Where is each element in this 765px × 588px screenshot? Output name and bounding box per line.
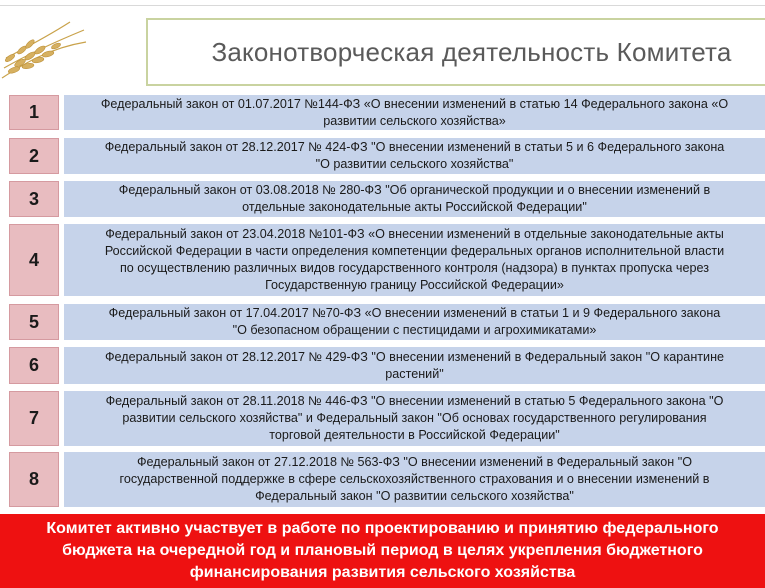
law-line: Федеральный закон "О развитии сельского хозяйства": [255, 489, 574, 503]
law-line: Федеральный закон от 27.12.2018 № 563-ФЗ "О внесении изменений в Федеральный закон "О: [136, 455, 693, 469]
law-number: 8: [9, 452, 59, 507]
title-box: [146, 18, 765, 86]
law-text: [64, 304, 765, 340]
law-number: 1: [9, 95, 59, 130]
committee-banner: [0, 514, 765, 588]
law-text: [64, 391, 765, 446]
law-number: 7: [9, 391, 59, 446]
law-line: "О развитии сельского хозяйства": [315, 157, 514, 171]
law-line: Федеральный закон от 01.07.2017 №144-ФЗ «О внесении изменений в статью 14 Федерального закона «О: [100, 96, 729, 111]
law-text: [64, 452, 765, 507]
law-number: 2: [9, 138, 59, 174]
law-text: [64, 95, 765, 130]
law-line: Федеральный закон от 28.12.2017 № 429-ФЗ "О внесении изменений в Федеральный закон "О карантине: [104, 349, 725, 364]
law-number: 5: [9, 304, 59, 340]
banner-line: Комитет активно участвует в работе по проектированию и принятию федерального: [46, 520, 719, 537]
law-line: Федеральный закон от 28.12.2017 № 424-ФЗ "О внесении изменений в статьи 5 и 6 Федерального закона: [104, 140, 725, 154]
wheat-icon: [0, 8, 88, 90]
page-title: Законотворческая деятельность Комитета: [211, 36, 732, 67]
law-row: [9, 224, 765, 296]
law-number: 6: [9, 347, 59, 384]
top-divider: [0, 5, 765, 6]
law-line: Федеральный закон от 03.08.2018 № 280-ФЗ "Об органической продукции и о внесении изменений в: [118, 183, 711, 197]
law-line: по осуществлению различных видов государственного контроля (надзора) в пунктах пропуска через: [119, 261, 709, 275]
law-line: "О безопасном обращении с пестицидами и агрохимикатами»: [232, 323, 597, 337]
law-line: Федеральный закон от 28.11.2018 № 446-ФЗ "О внесении изменений в статью 5 Федерального закона "О: [105, 394, 724, 408]
law-line: Федеральный закон от 17.04.2017 №70-ФЗ «О внесении изменений в статьи 1 и 9 Федерального закона: [108, 306, 721, 320]
law-number: 4: [9, 224, 59, 296]
law-line: растений": [385, 366, 444, 381]
law-row: [9, 181, 765, 217]
law-row: [9, 304, 765, 340]
law-row: [9, 138, 765, 174]
banner-line: бюджета на очередной год и плановый период в целях укрепления бюджетного: [62, 542, 703, 559]
law-line: отдельные законодательные акты Российской Федерации": [242, 200, 587, 214]
law-row: [9, 347, 765, 384]
banner-line: финансирования развития сельского хозяйства: [189, 564, 576, 581]
law-line: Российской Федерации в части определения компетенции федеральных органов исполнительной власти: [104, 244, 725, 258]
law-line: Государственную границу Российской Федерации»: [265, 278, 564, 292]
law-number: 3: [9, 181, 59, 217]
law-row: [9, 391, 765, 446]
law-line: развитии сельского хозяйства" и Федеральный закон "Об основах государственного регулирования: [122, 411, 707, 425]
law-text: [64, 224, 765, 296]
law-text: [64, 138, 765, 174]
law-text: [64, 181, 765, 217]
law-text: [64, 347, 765, 384]
law-row: [9, 95, 765, 130]
law-line: Федеральный закон от 23.04.2018 №101-ФЗ «О внесении изменений в отдельные законодательные акты: [105, 227, 724, 241]
law-row: [9, 452, 765, 507]
law-line: торговой деятельности в Российской Федерации": [269, 428, 560, 442]
law-line: развитии сельского хозяйства»: [323, 113, 506, 128]
law-line: государственной поддержке в сфере сельскохозяйственного страхования и о внесении изменений в: [119, 472, 710, 486]
